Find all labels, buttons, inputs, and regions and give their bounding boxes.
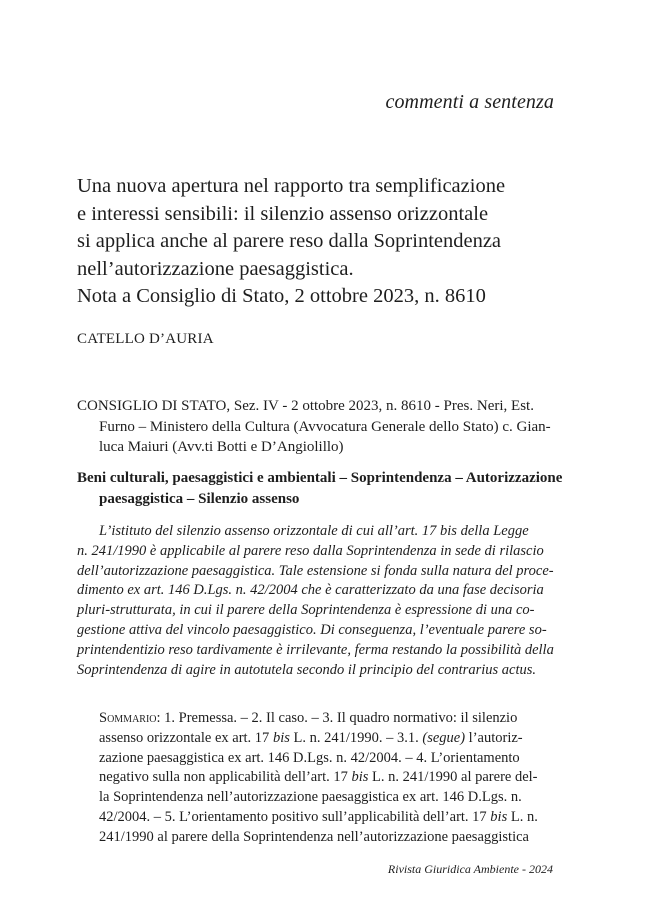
citation-line: CONSIGLIO DI STATO, Sez. IV - 2 ottobre 2023, n. 8610 - Pres. Neri, Est. (77, 398, 534, 414)
title-line: Nota a Consiglio di Stato, 2 ottobre 2023, n. 8610 (77, 285, 486, 308)
abstract-line: L’istituto del silenzio assenso orizzontale di cui all’art. 17 bis della Legge (99, 523, 529, 539)
abstract-line: dimento ex art. 146 D.Lgs. n. 42/2004 che è caratterizzato da una fase decisoria (77, 582, 544, 599)
summary-text: 42/2004. – 5. L’orientamento positivo sull’applicabilità dell’art. 17 (99, 808, 491, 825)
summary-line: 241/1990 al parere della Soprintendenza nell’autorizzazione paesaggistica (99, 828, 529, 845)
author-name: CATELLO D’AURIA (77, 331, 214, 347)
case-abstract (77, 522, 557, 680)
summary-text: L. n. 241/1990. – 3.1. (289, 729, 423, 746)
abstract-line: Soprintendenza di agire in autotutela secondo il principio del contrarius actus. (77, 661, 536, 678)
summary-italic: bis (490, 808, 508, 825)
title-line: Una nuova apertura nel rapporto tra semplificazione (77, 175, 506, 197)
summary-italic: bis (272, 729, 290, 746)
summary-text: : 1. Premessa. – 2. Il caso. – 3. Il quadro normativo: il silenzio (156, 710, 518, 726)
summary-line (99, 729, 557, 749)
abstract-line: pluri-strutturata, in cui il parere della Soprintendenza è espressione di una co- (77, 602, 535, 619)
title-line: e interessi sensibili: il silenzio assenso orizzontale (77, 202, 489, 225)
abstract-line: n. 241/1990 è applicabile al parere reso dalla Soprintendenza in sede di rilascio (77, 542, 544, 559)
summary-line (99, 808, 557, 828)
summary-line: la Soprintendenza nell’autorizzazione paesaggistica ex art. 146 D.Lgs. n. (99, 789, 522, 806)
summary-text: L. n. (507, 808, 538, 825)
summary-label: Sommario (99, 710, 157, 726)
table-of-contents (99, 709, 557, 848)
summary-italic: bis (351, 769, 369, 786)
citation-line: Furno – Ministero della Cultura (Avvocatura Generale dello Stato) c. Gian- (99, 418, 551, 435)
summary-italic: (segue) (422, 729, 466, 746)
journal-footer: Rivista Giuridica Ambiente - 2024 (387, 862, 553, 876)
case-keywords (77, 468, 563, 509)
summary-text: l’autoriz- (465, 729, 523, 746)
summary-line: zazione paesaggistica ex art. 146 D.Lgs. n. 42/2004. – 4. L’orientamento (99, 749, 520, 766)
summary-line (99, 768, 557, 788)
keywords-line: Beni culturali, paesaggistici e ambientali – Soprintendenza – Autorizzazione (77, 470, 563, 486)
abstract-line: gestione attiva del vincolo paesaggistico. Di conseguenza, l’eventuale parere so- (77, 621, 547, 638)
case-citation (77, 396, 555, 458)
abstract-line: dell’autorizzazione paesaggistica. Tale estensione si fonda sulla natura del proce- (77, 562, 554, 579)
abstract-line: printendentizio reso tardivamente è irrilevante, ferma restando la possibilità della (77, 641, 554, 658)
section-label: commenti a sentenza (385, 91, 554, 113)
title-line: si applica anche al parere reso dalla Soprintendenza (77, 230, 502, 253)
summary-text: assenso orizzontale ex art. 17 (99, 729, 273, 746)
article-title (77, 173, 577, 311)
summary-line (99, 709, 557, 729)
summary-text: negativo sulla non applicabilità dell’art. 17 (99, 769, 352, 786)
summary-text: L. n. 241/1990 al parere del- (368, 769, 538, 786)
keywords-line: paesaggistica – Silenzio assenso (99, 490, 300, 507)
title-line: nell’autorizzazione paesaggistica. (77, 257, 354, 280)
citation-line: luca Maiuri (Avv.ti Botti e D’Angiolillo) (99, 439, 344, 455)
